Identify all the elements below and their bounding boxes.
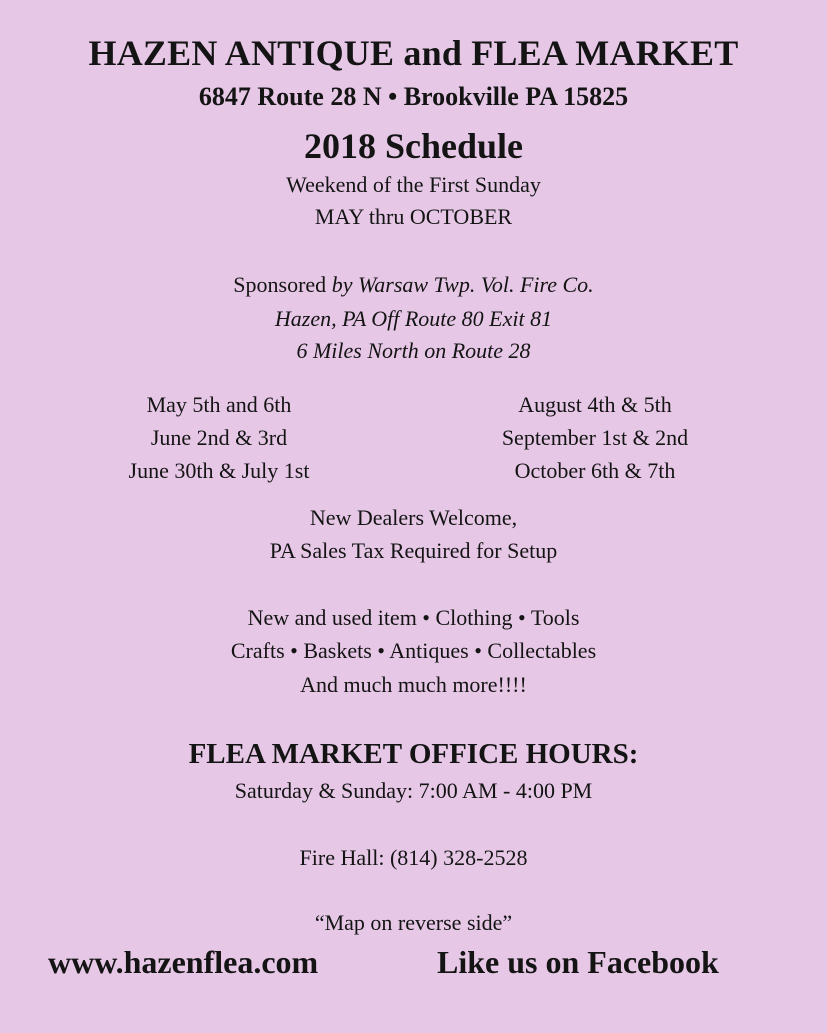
fire-hall-phone: Fire Hall: (814) 328-2528: [299, 845, 528, 870]
items-line: New and used item • Clothing • Tools: [247, 605, 580, 630]
items-line: Crafts • Baskets • Antiques • Collectables: [230, 638, 597, 663]
flyer-title: HAZEN ANTIQUE and FLEA MARKET: [88, 33, 739, 73]
date-item: June 2nd & 3rd: [150, 425, 288, 450]
items-line: And much much more!!!!: [300, 672, 527, 697]
website-link[interactable]: www.hazenflea.com: [48, 944, 319, 980]
sponsor-line: [0, 272, 827, 298]
schedule-subheading-months: MAY thru OCTOBER: [314, 204, 513, 229]
dealers-welcome: New Dealers Welcome,: [309, 505, 518, 530]
sponsor-directions: 6 Miles North on Route 28: [296, 338, 531, 363]
sponsor-name: by Warsaw Twp. Vol. Fire Co.: [331, 272, 594, 297]
address: 6847 Route 28 N • Brookville PA 15825: [198, 82, 629, 111]
dealers-tax-note: PA Sales Tax Required for Setup: [269, 538, 558, 563]
date-item: May 5th and 6th: [146, 392, 292, 417]
sponsor-prefix: Sponsored: [233, 272, 332, 297]
date-item: October 6th & 7th: [514, 458, 676, 483]
date-item: September 1st & 2nd: [501, 425, 689, 450]
office-hours-text: Saturday & Sunday: 7:00 AM - 4:00 PM: [234, 778, 593, 803]
sponsor-location: Hazen, PA Off Route 80 Exit 81: [274, 306, 553, 331]
date-item: August 4th & 5th: [518, 392, 672, 417]
schedule-heading: 2018 Schedule: [303, 126, 524, 166]
facebook-link[interactable]: Like us on Facebook: [437, 944, 719, 980]
map-note: “Map on reverse side”: [314, 910, 513, 935]
schedule-subheading-weekend: Weekend of the First Sunday: [286, 172, 541, 197]
date-item: June 30th & July 1st: [128, 458, 310, 483]
office-hours-title: FLEA MARKET OFFICE HOURS:: [188, 738, 639, 770]
dates-left-column: [88, 388, 350, 487]
dates-right-column: [462, 388, 728, 487]
